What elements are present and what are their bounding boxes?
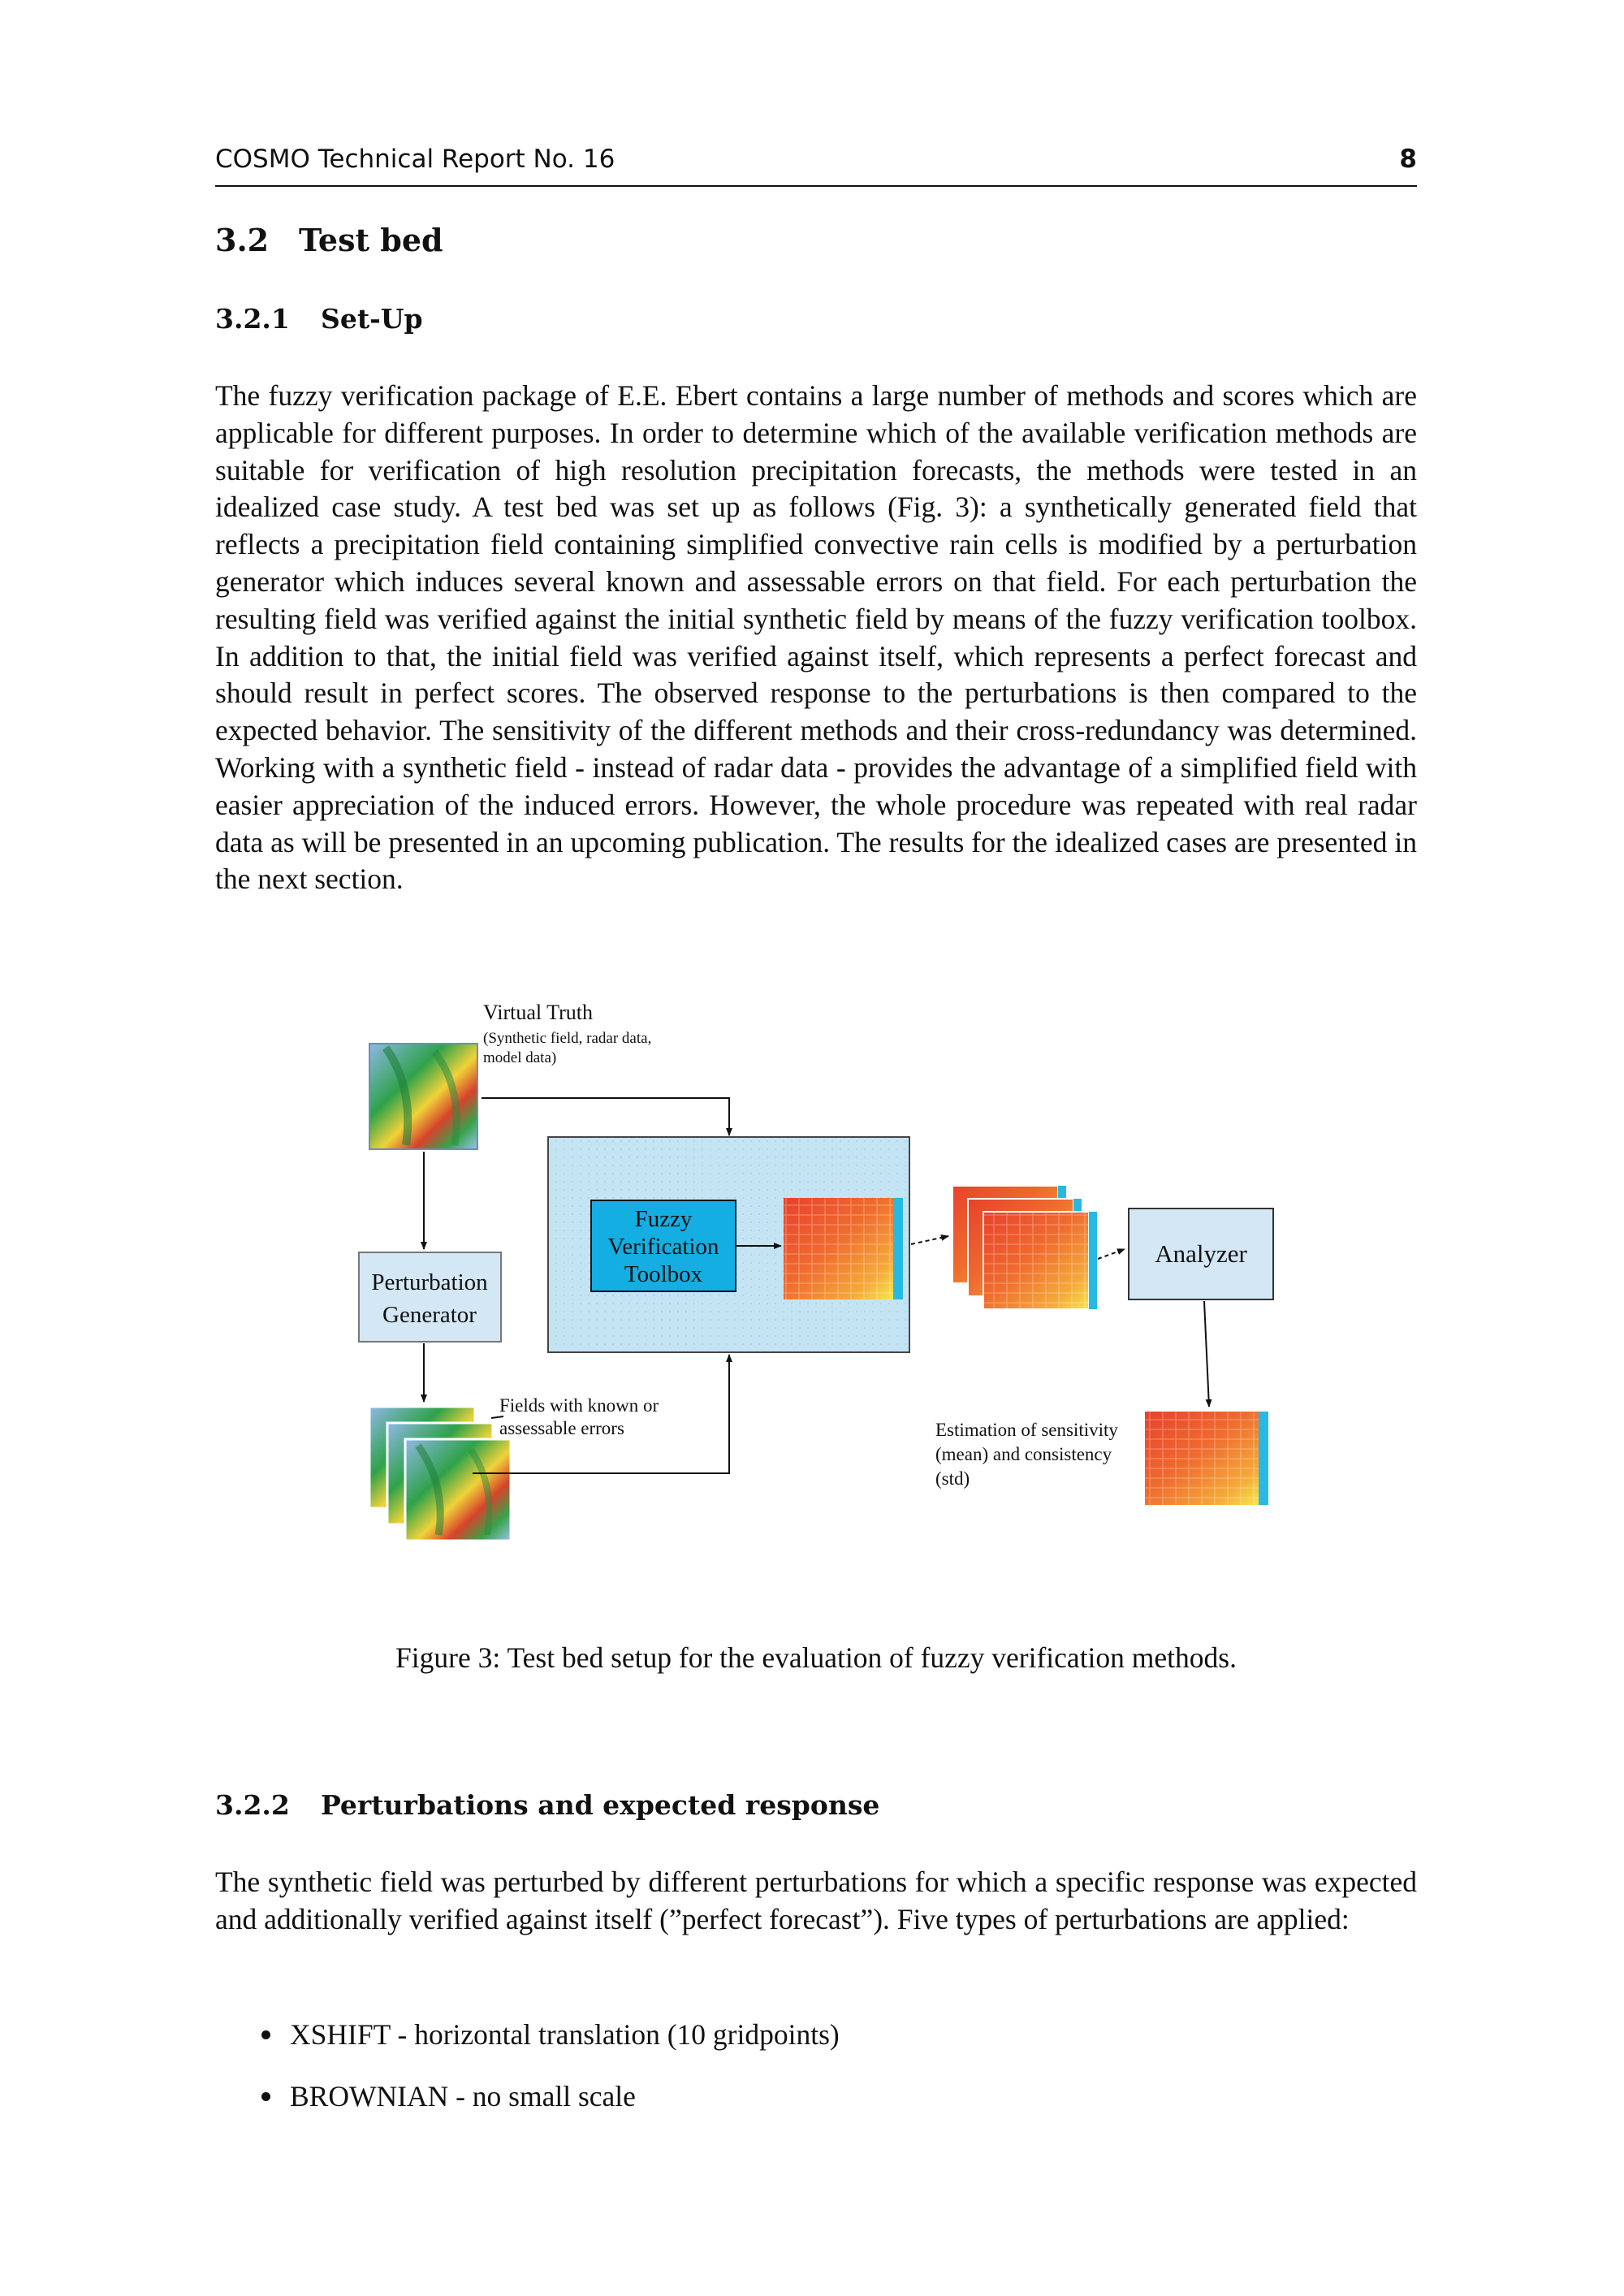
virtual-truth-sub2: model data) bbox=[483, 1049, 557, 1066]
stack-to-analyzer-arrow bbox=[1098, 1249, 1125, 1259]
fuzzy-label-3: Toolbox bbox=[624, 1261, 703, 1287]
subsection-heading-perturbations bbox=[215, 1789, 879, 1821]
perturbation-label-1: Perturbation bbox=[371, 1269, 488, 1295]
fuzzy-label-1: Fuzzy bbox=[634, 1206, 693, 1232]
estimation-label-2: (mean) and consistency bbox=[935, 1444, 1112, 1464]
figure-test-bed bbox=[357, 991, 1299, 1559]
list-item-text: BROWNIAN - no small scale bbox=[290, 2080, 636, 2112]
test-bed-diagram bbox=[357, 991, 1299, 1559]
virtual-truth-title: Virtual Truth bbox=[483, 1001, 593, 1024]
figure-caption: Figure 3: Test bed setup for the evaluation of fuzzy verification methods. bbox=[395, 1641, 1237, 1674]
subsection-title: Set-Up bbox=[321, 303, 423, 335]
analyzer-label: Analyzer bbox=[1155, 1239, 1247, 1268]
toolbox-result-heatmap bbox=[784, 1198, 903, 1299]
section-title: Test bed bbox=[299, 222, 443, 258]
virtual-truth-field bbox=[369, 1044, 477, 1149]
list-item bbox=[215, 2018, 1417, 2080]
bullet-icon bbox=[261, 2030, 270, 2039]
report-title: COSMO Technical Report No. 16 bbox=[215, 145, 615, 174]
virtual-truth-sub1: (Synthetic field, radar data, bbox=[483, 1030, 652, 1047]
fields-label-2: assessable errors bbox=[499, 1418, 624, 1438]
perturbation-generator-box bbox=[359, 1252, 501, 1342]
running-header bbox=[215, 145, 1417, 187]
section-heading bbox=[215, 222, 443, 258]
subsection-title: Perturbations and expected response bbox=[321, 1789, 880, 1821]
subsection-number: 3.2.2 bbox=[215, 1789, 290, 1821]
page-number: 8 bbox=[1399, 145, 1417, 174]
truth-to-toolbox-arrow bbox=[482, 1098, 729, 1135]
perturbation-label-2: Generator bbox=[382, 1302, 477, 1328]
bullet-icon bbox=[261, 2092, 270, 2101]
setup-paragraph: The fuzzy verification package of E.E. Ebert contains a large number of methods and scores which are applicable for different purposes. In order to determine which of the available verification methods are suitable for verification of high resolution precipitation forecasts, the methods were tested in an idealized case study. A test bed was set up as follows (Fig. 3): a synthetically generated field that reflects a precipitation field containing simplified convective rain cells is modified by a perturbation generator which induces several known and assessable errors on that field. For each perturbation the resulting field was verified against the initial synthetic field by means of the fuzzy verification toolbox. In addition to that, the initial field was verified against itself, which represents a perfect forecast and should result in perfect scores. The observed response to the perturbations is then compared to the expected behavior. The sensitivity of the different methods and their cross-redundancy was determined. Working with a synthetic field - instead of radar data - provides the advantage of a simplified field with easier appreciation of the induced errors. However, the whole procedure was repeated with real radar data as will be presented in an upcoming publication. The results for the idealized cases are presented in the next section. bbox=[215, 379, 1417, 896]
fuzzy-label-2: Verification bbox=[607, 1234, 719, 1260]
fields-label-1: Fields with known or bbox=[499, 1395, 659, 1416]
estimation-heatmap bbox=[1145, 1412, 1268, 1505]
perturbation-list bbox=[215, 2018, 1417, 2142]
analyzer-to-estimation-arrow bbox=[1204, 1301, 1209, 1407]
section-number: 3.2 bbox=[215, 222, 270, 258]
subsection-number: 3.2.1 bbox=[215, 303, 290, 335]
estimation-label-1: Estimation of sensitivity bbox=[935, 1420, 1118, 1440]
result-heatmap-stack bbox=[952, 1186, 1097, 1309]
estimation-label-3: (std) bbox=[935, 1468, 970, 1489]
subsection-heading-setup bbox=[215, 303, 423, 335]
list-item-text: XSHIFT - horizontal translation (10 gridpoints) bbox=[290, 2018, 840, 2051]
toolbox-to-stack-arrow bbox=[911, 1236, 948, 1244]
list-item bbox=[215, 2080, 1417, 2142]
perturbations-paragraph: The synthetic field was perturbed by different perturbations for which a specific response was expected and additionally verified against itself (”perfect forecast”). Five types of perturbations are applied: bbox=[215, 1866, 1417, 1935]
